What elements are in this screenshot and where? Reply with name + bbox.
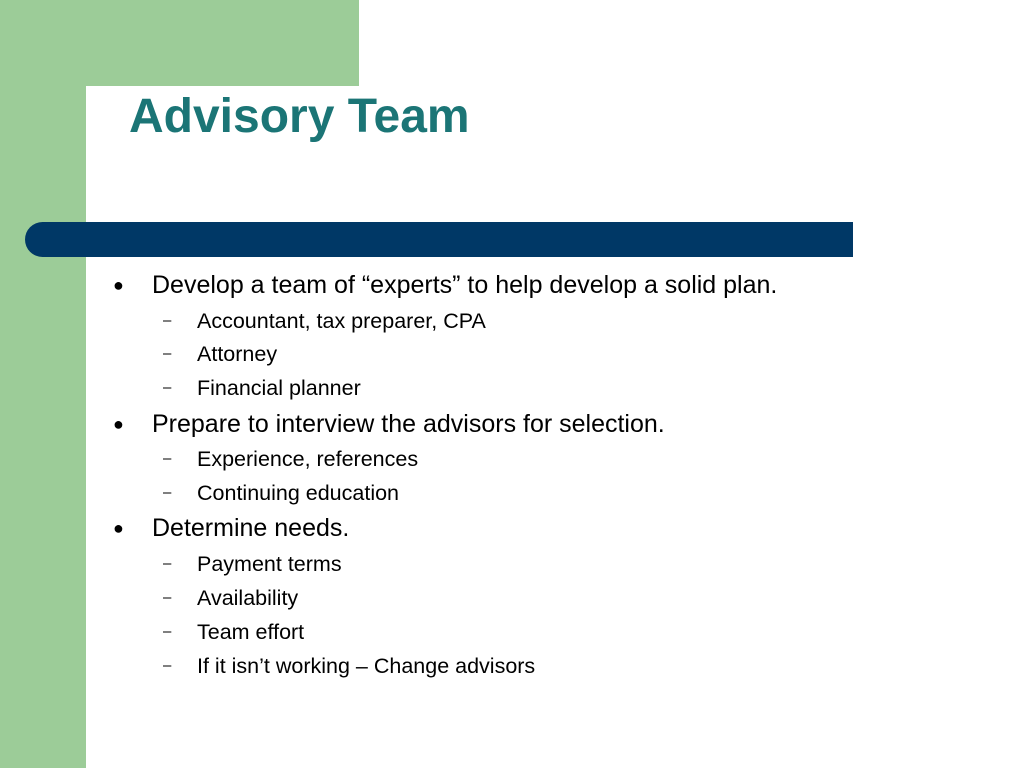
sub-bullet-text: Availability bbox=[197, 586, 299, 610]
bullet-dot-icon: ● bbox=[113, 414, 124, 434]
sub-bullet-text: Continuing education bbox=[197, 481, 400, 505]
bullet-text: Determine needs. bbox=[152, 514, 350, 542]
bullet-dot-icon: ● bbox=[113, 275, 124, 295]
dash-icon: – bbox=[163, 379, 172, 396]
sub-bullet-text: If it isn’t working – Change advisors bbox=[197, 654, 536, 678]
dash-icon: – bbox=[163, 623, 172, 640]
slide-title: Advisory Team bbox=[129, 90, 470, 143]
sub-bullet-text: Accountant, tax preparer, CPA bbox=[197, 309, 486, 333]
sub-bullet-text: Attorney bbox=[197, 342, 278, 366]
dash-icon: – bbox=[163, 589, 172, 606]
sub-bullet-text: Team effort bbox=[197, 620, 305, 644]
dash-icon: – bbox=[163, 657, 172, 674]
dash-icon: – bbox=[163, 484, 172, 501]
sub-bullet-text: Payment terms bbox=[197, 552, 342, 576]
sub-bullet-text: Financial planner bbox=[197, 376, 361, 400]
bullet-text: Prepare to interview the advisors for selection. bbox=[152, 410, 665, 438]
dash-icon: – bbox=[163, 312, 172, 329]
bullet-text: Develop a team of “experts” to help develop a solid plan. bbox=[152, 271, 778, 299]
dash-icon: – bbox=[163, 450, 172, 467]
dash-icon: – bbox=[163, 555, 172, 572]
dash-icon: – bbox=[163, 345, 172, 362]
sub-bullet-text: Experience, references bbox=[197, 447, 419, 471]
bullet-dot-icon: ● bbox=[113, 518, 124, 538]
